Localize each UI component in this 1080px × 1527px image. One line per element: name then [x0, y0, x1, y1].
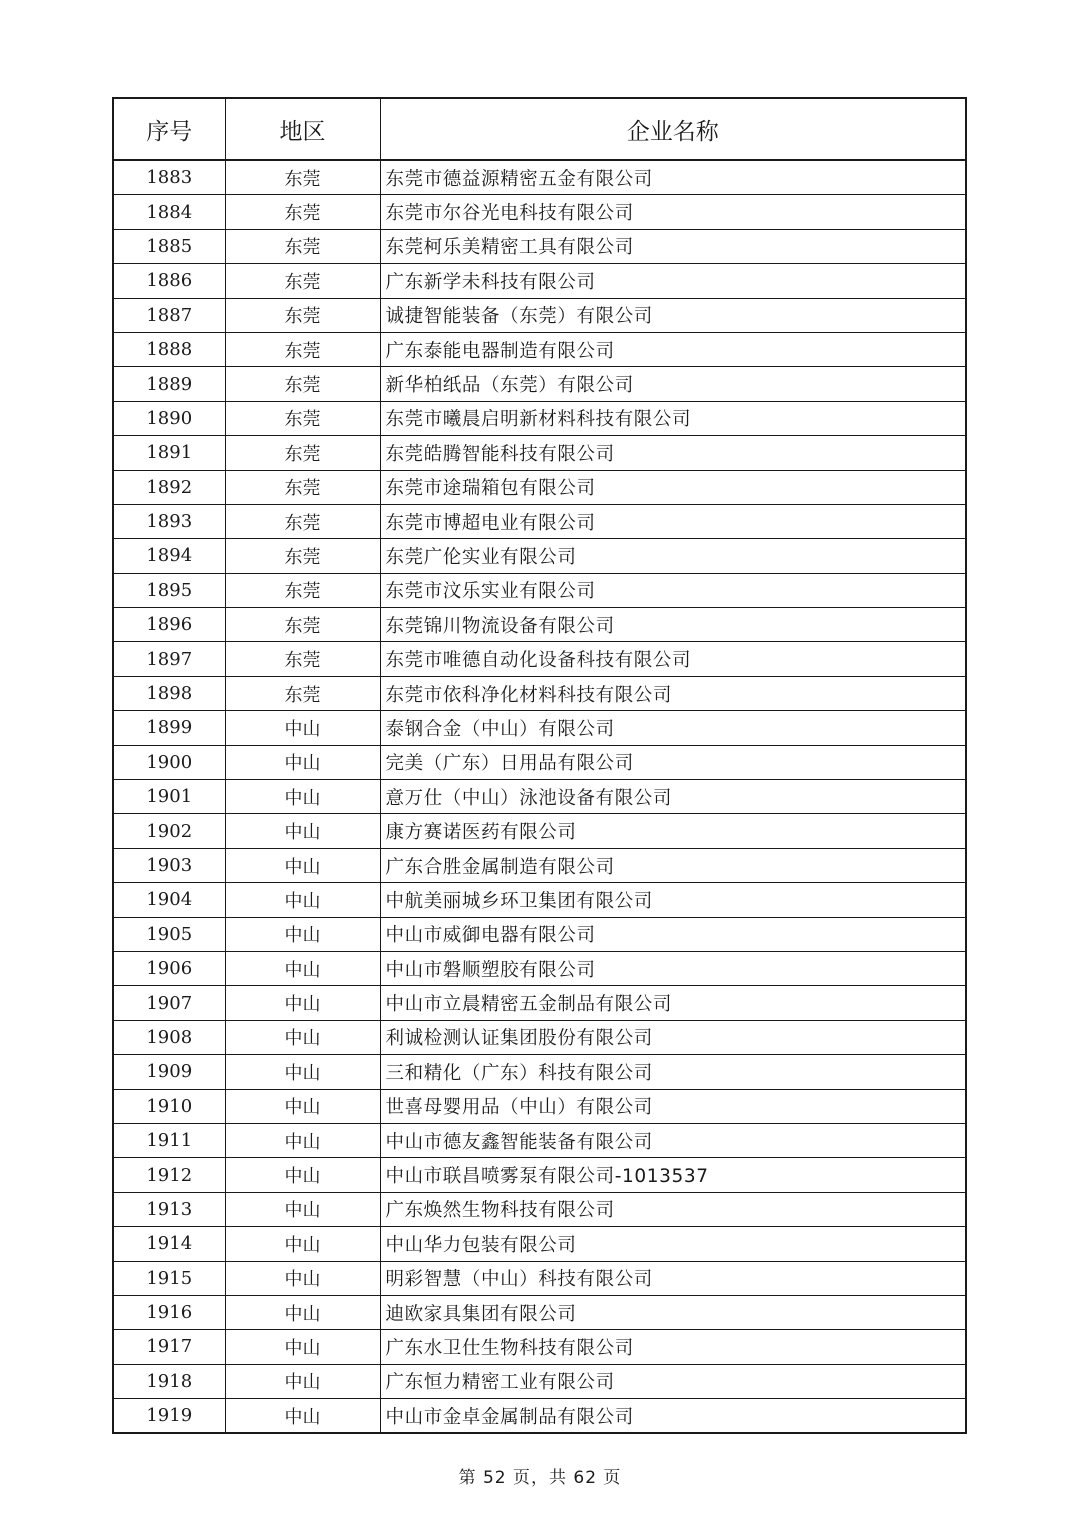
cell-company-name: 中山市金卓金属制品有限公司 [380, 1399, 966, 1434]
cell-serial-number: 1903 [113, 848, 225, 882]
table-row [113, 367, 966, 401]
cell-company-name: 中山市磐顺塑胶有限公司 [380, 951, 966, 985]
cell-region: 东莞 [225, 608, 380, 642]
cell-serial-number: 1901 [113, 780, 225, 814]
table-row [113, 1192, 966, 1226]
table-row [113, 676, 966, 710]
table-row [113, 711, 966, 745]
cell-company-name: 广东泰能电器制造有限公司 [380, 332, 966, 366]
company-list-table [112, 97, 967, 1434]
cell-serial-number: 1906 [113, 951, 225, 985]
cell-serial-number: 1900 [113, 745, 225, 779]
cell-serial-number: 1918 [113, 1364, 225, 1398]
table-row [113, 917, 966, 951]
cell-region: 东莞 [225, 298, 380, 332]
cell-serial-number: 1915 [113, 1261, 225, 1295]
table-row [113, 504, 966, 538]
cell-company-name: 中航美丽城乡环卫集团有限公司 [380, 883, 966, 917]
table-row [113, 780, 966, 814]
cell-serial-number: 1883 [113, 160, 225, 195]
table-row [113, 539, 966, 573]
cell-serial-number: 1898 [113, 676, 225, 710]
table-row [113, 1020, 966, 1054]
cell-region: 中山 [225, 1364, 380, 1398]
cell-company-name: 中山市威御电器有限公司 [380, 917, 966, 951]
cell-company-name: 东莞市德益源精密五金有限公司 [380, 160, 966, 195]
cell-region: 东莞 [225, 642, 380, 676]
cell-company-name: 意万仕（中山）泳池设备有限公司 [380, 780, 966, 814]
cell-company-name: 广东水卫仕生物科技有限公司 [380, 1330, 966, 1364]
table-row [113, 1295, 966, 1329]
header-serial-number: 序号 [113, 98, 225, 160]
cell-serial-number: 1890 [113, 401, 225, 435]
cell-region: 中山 [225, 951, 380, 985]
cell-serial-number: 1899 [113, 711, 225, 745]
table-row [113, 883, 966, 917]
cell-company-name: 新华柏纸品（东莞）有限公司 [380, 367, 966, 401]
table-row [113, 1158, 966, 1192]
cell-region: 东莞 [225, 332, 380, 366]
table-body [113, 160, 966, 1433]
cell-company-name: 东莞市依科净化材料科技有限公司 [380, 676, 966, 710]
cell-serial-number: 1885 [113, 229, 225, 263]
cell-serial-number: 1910 [113, 1089, 225, 1123]
table-row [113, 1089, 966, 1123]
table-row [113, 608, 966, 642]
cell-company-name: 广东新学未科技有限公司 [380, 264, 966, 298]
cell-company-name: 泰钢合金（中山）有限公司 [380, 711, 966, 745]
table-row [113, 745, 966, 779]
cell-region: 东莞 [225, 401, 380, 435]
table-row [113, 1055, 966, 1089]
table-header-row [113, 98, 966, 160]
cell-region: 中山 [225, 1399, 380, 1434]
page-number-footer: 第 52 页，共 62 页 [458, 1468, 622, 1488]
cell-company-name: 东莞市博超电业有限公司 [380, 504, 966, 538]
cell-region: 中山 [225, 1227, 380, 1261]
cell-serial-number: 1913 [113, 1192, 225, 1226]
cell-company-name: 东莞市途瑞箱包有限公司 [380, 470, 966, 504]
cell-region: 中山 [225, 1123, 380, 1157]
cell-company-name: 广东恒力精密工业有限公司 [380, 1364, 966, 1398]
cell-region: 中山 [225, 745, 380, 779]
cell-company-name: 迪欧家具集团有限公司 [380, 1295, 966, 1329]
cell-serial-number: 1889 [113, 367, 225, 401]
header-region: 地区 [225, 98, 380, 160]
cell-company-name: 世喜母婴用品（中山）有限公司 [380, 1089, 966, 1123]
cell-region: 中山 [225, 1261, 380, 1295]
cell-company-name: 中山市德友鑫智能装备有限公司 [380, 1123, 966, 1157]
cell-company-name: 东莞皓腾智能科技有限公司 [380, 436, 966, 470]
cell-company-name: 中山市联昌喷雾泵有限公司-1013537 [380, 1158, 966, 1192]
cell-region: 中山 [225, 711, 380, 745]
cell-company-name: 东莞广伦实业有限公司 [380, 539, 966, 573]
cell-region: 东莞 [225, 367, 380, 401]
cell-serial-number: 1905 [113, 917, 225, 951]
cell-serial-number: 1907 [113, 986, 225, 1020]
table-row [113, 1261, 966, 1295]
table-row [113, 951, 966, 985]
cell-serial-number: 1909 [113, 1055, 225, 1089]
table-row [113, 573, 966, 607]
table-row [113, 229, 966, 263]
table-row [113, 1364, 966, 1398]
cell-region: 中山 [225, 780, 380, 814]
cell-region: 东莞 [225, 160, 380, 195]
table-row [113, 1123, 966, 1157]
cell-region: 中山 [225, 883, 380, 917]
cell-company-name: 三和精化（广东）科技有限公司 [380, 1055, 966, 1089]
cell-serial-number: 1911 [113, 1123, 225, 1157]
cell-region: 中山 [225, 1158, 380, 1192]
table-row [113, 401, 966, 435]
company-list-table-container [112, 97, 965, 1434]
cell-serial-number: 1887 [113, 298, 225, 332]
cell-company-name: 明彩智慧（中山）科技有限公司 [380, 1261, 966, 1295]
table-row [113, 814, 966, 848]
table-row [113, 160, 966, 195]
cell-company-name: 广东合胜金属制造有限公司 [380, 848, 966, 882]
cell-region: 中山 [225, 986, 380, 1020]
cell-company-name: 东莞市尔谷光电科技有限公司 [380, 195, 966, 229]
cell-company-name: 广东焕然生物科技有限公司 [380, 1192, 966, 1226]
cell-company-name: 东莞锦川物流设备有限公司 [380, 608, 966, 642]
cell-serial-number: 1884 [113, 195, 225, 229]
cell-region: 东莞 [225, 504, 380, 538]
cell-company-name: 完美（广东）日用品有限公司 [380, 745, 966, 779]
table-row [113, 986, 966, 1020]
cell-region: 中山 [225, 814, 380, 848]
cell-region: 中山 [225, 1295, 380, 1329]
table-row [113, 298, 966, 332]
cell-company-name: 中山华力包装有限公司 [380, 1227, 966, 1261]
cell-region: 中山 [225, 1192, 380, 1226]
table-row [113, 848, 966, 882]
table-row [113, 1399, 966, 1434]
header-company-name: 企业名称 [380, 98, 966, 160]
cell-serial-number: 1888 [113, 332, 225, 366]
cell-region: 中山 [225, 848, 380, 882]
cell-serial-number: 1912 [113, 1158, 225, 1192]
cell-company-name: 中山市立晨精密五金制品有限公司 [380, 986, 966, 1020]
cell-serial-number: 1908 [113, 1020, 225, 1054]
cell-company-name: 东莞市汶乐实业有限公司 [380, 573, 966, 607]
cell-serial-number: 1894 [113, 539, 225, 573]
cell-serial-number: 1904 [113, 883, 225, 917]
table-row [113, 264, 966, 298]
cell-serial-number: 1893 [113, 504, 225, 538]
table-row [113, 642, 966, 676]
cell-serial-number: 1892 [113, 470, 225, 504]
cell-region: 中山 [225, 1089, 380, 1123]
cell-serial-number: 1895 [113, 573, 225, 607]
cell-serial-number: 1916 [113, 1295, 225, 1329]
cell-company-name: 康方赛诺医药有限公司 [380, 814, 966, 848]
table-row [113, 195, 966, 229]
cell-region: 中山 [225, 917, 380, 951]
cell-region: 东莞 [225, 229, 380, 263]
table-row [113, 470, 966, 504]
cell-company-name: 东莞柯乐美精密工具有限公司 [380, 229, 966, 263]
cell-region: 中山 [225, 1055, 380, 1089]
cell-region: 东莞 [225, 264, 380, 298]
cell-company-name: 东莞市唯德自动化设备科技有限公司 [380, 642, 966, 676]
cell-region: 东莞 [225, 195, 380, 229]
table-row [113, 1227, 966, 1261]
cell-serial-number: 1914 [113, 1227, 225, 1261]
cell-region: 中山 [225, 1330, 380, 1364]
cell-serial-number: 1891 [113, 436, 225, 470]
cell-region: 东莞 [225, 436, 380, 470]
cell-region: 东莞 [225, 573, 380, 607]
cell-serial-number: 1886 [113, 264, 225, 298]
cell-company-name: 利诚检测认证集团股份有限公司 [380, 1020, 966, 1054]
cell-serial-number: 1896 [113, 608, 225, 642]
cell-region: 东莞 [225, 539, 380, 573]
cell-region: 东莞 [225, 676, 380, 710]
table-row [113, 332, 966, 366]
cell-company-name: 诚捷智能装备（东莞）有限公司 [380, 298, 966, 332]
table-row [113, 1330, 966, 1364]
cell-serial-number: 1902 [113, 814, 225, 848]
table-row [113, 436, 966, 470]
cell-company-name: 东莞市曦晨启明新材料科技有限公司 [380, 401, 966, 435]
cell-region: 东莞 [225, 470, 380, 504]
cell-serial-number: 1897 [113, 642, 225, 676]
cell-serial-number: 1917 [113, 1330, 225, 1364]
cell-serial-number: 1919 [113, 1399, 225, 1434]
cell-region: 中山 [225, 1020, 380, 1054]
